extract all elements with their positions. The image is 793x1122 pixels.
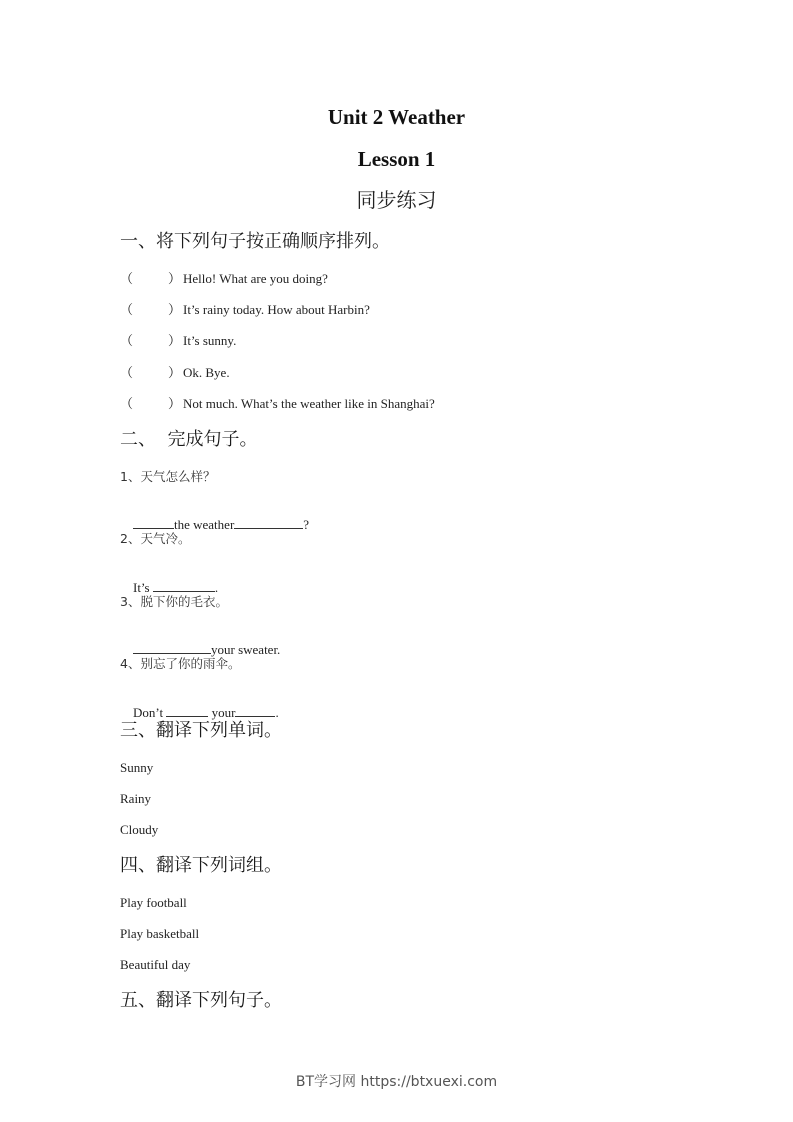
answer-blank[interactable] [133,516,174,529]
lesson-subtitle: Lesson 1 [357,147,436,171]
footer-watermark: BT学习网 https://btxuexi.com [295,1074,498,1090]
sentence-text: Don’t [133,705,167,720]
ordering-item [120,302,370,318]
answer-paren-open: （ [120,365,134,380]
sentence-text: your sweater. [211,642,281,657]
ordering-sentence: Ok. Bye. [183,365,230,380]
answer-paren-open: （ [120,271,134,286]
sentence-text: the weather [174,517,235,532]
sentence-text: your [208,705,236,720]
ordering-item [120,365,230,381]
phrase-item: Play football [120,895,187,910]
vocab-word: Rainy [120,791,152,806]
document-title: Unit 2 Weather [327,105,466,129]
section-5-heading: 五、翻译下列句子。 [120,990,282,1011]
exercise-heading: 同步练习 [356,188,437,212]
answer-paren-open: （ [120,396,134,411]
section-1-heading: 一、将下列句子按正确顺序排列。 [120,231,390,252]
answer-paren-close: ） [168,302,182,317]
answer-paren-open: （ [120,333,134,348]
ordering-sentence: Not much. What’s the weather like in Shanghai? [183,396,435,411]
ordering-item [120,271,328,287]
vocab-word: Cloudy [120,822,159,837]
sentence-text: . [275,705,279,720]
ordering-item [120,333,236,349]
sentence-text: It’s [133,580,153,595]
answer-blank[interactable] [234,516,303,529]
answer-blank[interactable] [153,579,215,592]
sentence-prompt-2: 2、天气冷。 [120,531,191,546]
section-4-heading: 四、翻译下列词组。 [120,855,282,876]
ordering-sentence: It’s sunny. [183,333,237,348]
answer-paren-close: ） [168,271,182,286]
phrase-item: Play basketball [120,926,200,941]
sentence-prompt-3: 3、脱下你的毛衣。 [120,594,228,609]
ordering-sentence: It’s rainy today. How about Harbin? [183,302,370,317]
sentence-text: . [214,580,219,595]
phrase-item: Beautiful day [120,957,191,972]
answer-blank[interactable] [133,641,211,654]
sentence-prompt-4: 4、别忘了你的雨伞。 [120,656,241,671]
answer-blank[interactable] [166,704,208,717]
section-2-heading: 二、 完成句子。 [120,429,258,450]
ordering-sentence: Hello! What are you doing? [183,271,328,286]
answer-paren-close: ） [168,365,182,380]
answer-blank[interactable] [235,704,275,717]
sentence-text: ? [303,517,310,532]
section-3-heading: 三、翻译下列单词。 [120,720,282,741]
sentence-prompt-1: 1、天气怎么样？ [120,469,216,484]
answer-paren-open: （ [120,302,134,317]
ordering-item [120,396,435,412]
answer-paren-close: ） [168,396,182,411]
answer-paren-close: ） [168,333,182,348]
vocab-word: Sunny [120,760,154,775]
